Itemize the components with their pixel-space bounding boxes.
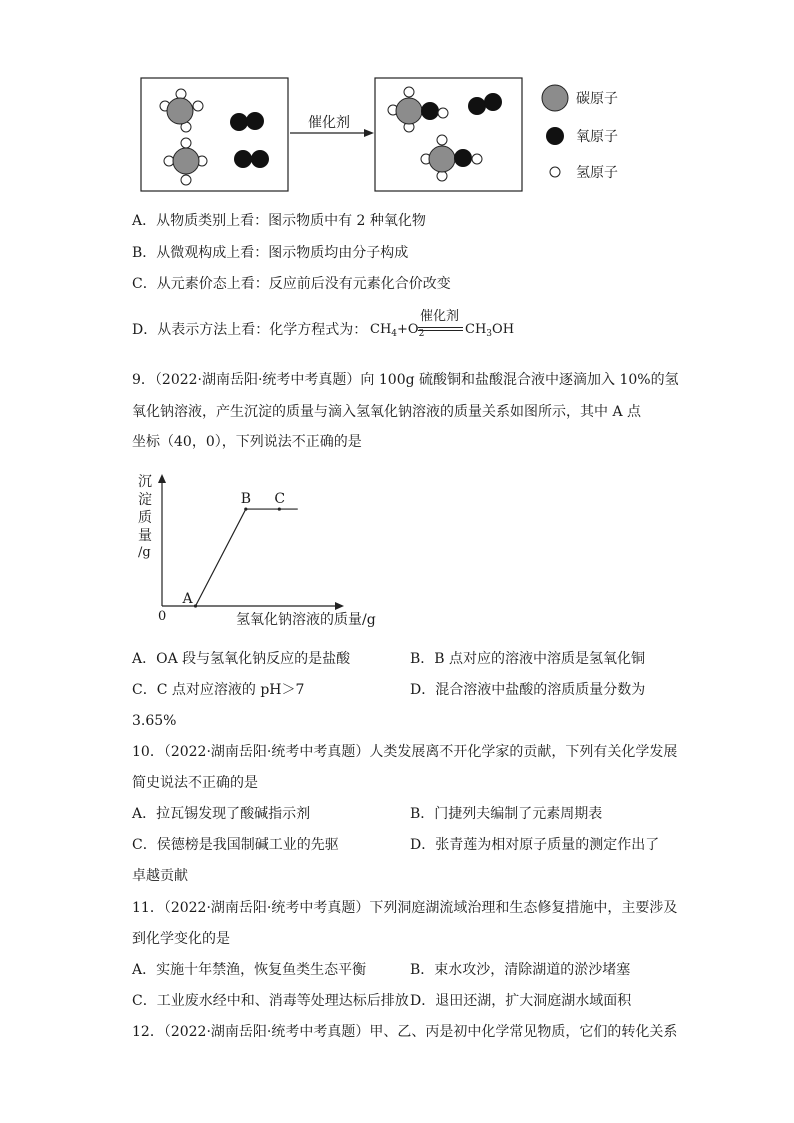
q11-stem-line2: 到化学变化的是 (132, 931, 230, 947)
catalyst-label: 催化剂 (308, 115, 350, 131)
point-label-b: B (240, 491, 252, 508)
chemical-equation (370, 322, 424, 342)
eq-catalyst-label: 催化剂 (420, 309, 460, 324)
carbon-atom-icon (542, 85, 568, 111)
data-point-b (244, 507, 247, 510)
y-label-char: 淀 (138, 492, 152, 508)
x-axis-arrow-icon (335, 602, 344, 610)
y-label-char: 沉 (138, 474, 152, 490)
q10-option-a: A．拉瓦锡发现了酸碱指示剂 (132, 806, 311, 822)
hydrogen-atom-icon (550, 167, 560, 177)
oxygen-molecule (230, 112, 264, 131)
x-axis-label: 氢氧化钠溶液的质量/g (236, 612, 376, 628)
legend-oxygen-label: 氧原子 (576, 129, 618, 145)
legend-hydrogen-label: 氢原子 (576, 165, 618, 181)
q10-option-d-cont: 卓越贡献 (132, 868, 188, 884)
q8-option-d (132, 320, 367, 340)
point-label-a: A (182, 591, 193, 607)
q11-option-d: D．退田还湖，扩大洞庭湖水域面积 (410, 993, 632, 1009)
y-axis-arrow-icon (158, 474, 166, 483)
q9-option-d: D．混合溶液中盐酸的溶质质量分数为 (410, 682, 646, 698)
reaction-diagram (130, 70, 650, 200)
eq-rhs: $CH_3OH$ (465, 322, 515, 339)
reactants-box (141, 78, 288, 191)
q9-option-d-cont: 3.65% (132, 713, 177, 729)
q9-option-b: B．B 点对应的溶液中溶质是氢氧化铜 (410, 651, 646, 667)
q10-option-c: C．侯德榜是我国制碱工业的先驱 (132, 837, 339, 853)
origin-label: 0 (158, 609, 167, 624)
y-label-char: /g (138, 545, 151, 560)
q8-option-d-prefix: D．从表示方法上看：化学方程式为： (132, 322, 368, 338)
q8-option-b: B．从微观构成上看：图示物质均由分子构成 (132, 245, 409, 261)
data-point-c (278, 507, 281, 510)
point-label-c: C (274, 491, 286, 508)
q11-option-a: A．实施十年禁渔，恢复鱼类生态平衡 (132, 962, 367, 978)
q8-option-a: A．从物质类别上看：图示物质中有 2 种氧化物 (132, 213, 426, 229)
oxygen-atom-icon (546, 127, 564, 145)
q11-option-b: B．束水攻沙，清除湖道的淤沙堵塞 (410, 962, 631, 978)
q9-stem-line2: 氧化钠溶液，产生沉淀的质量与滴入氢氧化钠溶液的质量关系如图所示，其中 A 点 (132, 404, 642, 420)
q11-option-c: C．工业废水经中和、消毒等处理达标后排放 (132, 993, 409, 1009)
q10-option-d: D．张青莲为相对原子质量的测定作出了 (410, 837, 660, 853)
q9-stem-line1: 9．（2022·湖南岳阳·统考中考真题）向 100g 硫酸铜和盐酸混合液中逐滴加入 10%的氢 (132, 372, 679, 388)
q12-stem-line1: 12．（2022·湖南岳阳·统考中考真题）甲、乙、丙是初中化学常见物质，它们的转化关系 (132, 1024, 678, 1040)
methane-molecule (164, 138, 207, 185)
y-label-char: 质 (138, 510, 152, 526)
methane-molecule (160, 89, 203, 132)
q8-option-c: C．从元素价态上看：反应前后没有元素化合价改变 (132, 276, 451, 292)
q9-option-c: C．C 点对应溶液的 pH＞7 (132, 682, 305, 698)
q10-stem-line2: 简史说法不正确的是 (132, 775, 258, 791)
q9-stem-line3: 坐标（40，0），下列说法不正确的是 (132, 434, 362, 450)
precipitate-chart (130, 468, 390, 633)
oxygen-molecule (468, 93, 502, 115)
methanol-molecule (421, 135, 482, 181)
methanol-molecule (388, 87, 448, 132)
q11-stem-line1: 11．（2022·湖南岳阳·统考中考真题）下列洞庭湖流域治理和生态修复措施中，主要涉及 (132, 900, 678, 916)
q10-option-b: B．门捷列夫编制了元素周期表 (410, 806, 603, 822)
y-label-char: 量 (138, 528, 152, 544)
arrow-head-icon (364, 129, 374, 137)
series-line (196, 509, 298, 606)
oxygen-molecule (234, 150, 269, 168)
q10-stem-line1: 10．（2022·湖南岳阳·统考中考真题）人类发展离不开化学家的贡献，下列有关化学发展 (132, 744, 678, 760)
eq-double-line (418, 327, 463, 331)
data-point-a (194, 604, 197, 607)
eq-lhs: $CH_4+O_2$ (370, 322, 425, 339)
legend-carbon-label: 碳原子 (576, 91, 618, 107)
products-box (375, 78, 522, 191)
q9-option-a: A．OA 段与氢氧化钠反应的是盐酸 (132, 651, 351, 667)
